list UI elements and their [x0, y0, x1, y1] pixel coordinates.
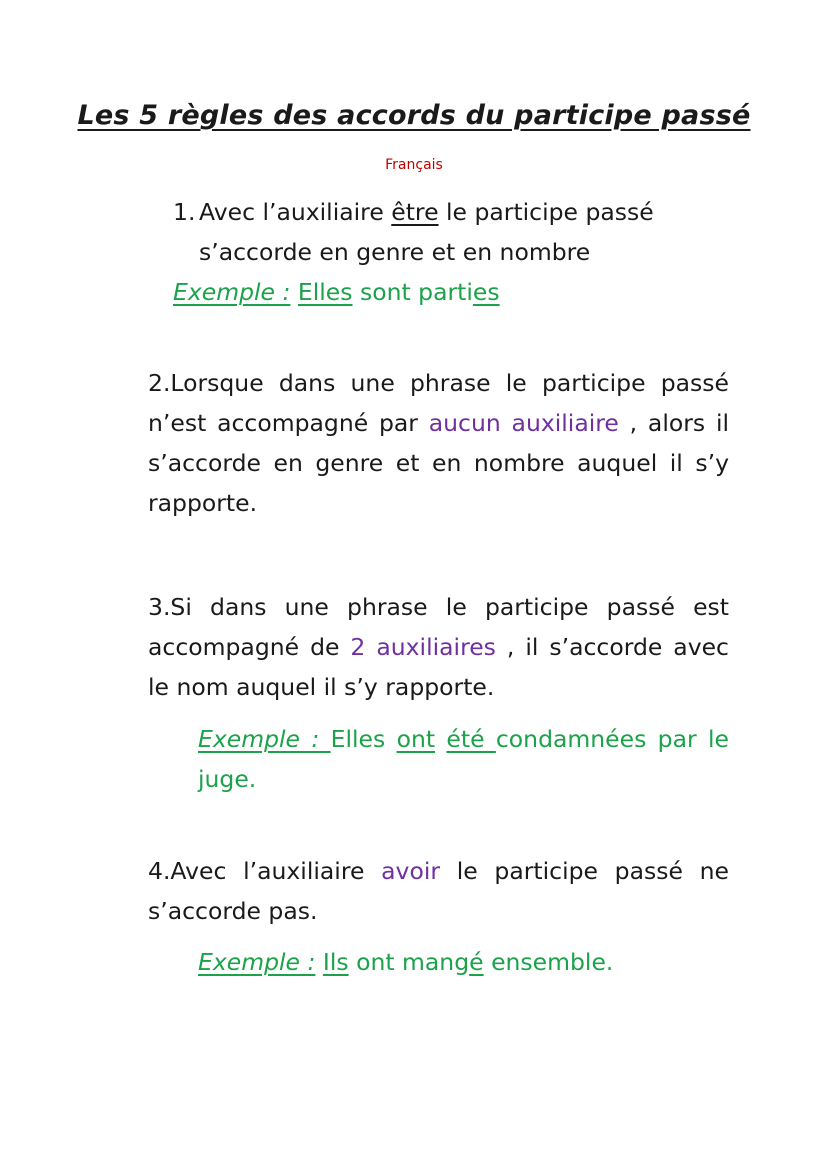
rule-3-text-a: 3.Si dans une phrase le participe passé est accompagné de [148, 593, 729, 661]
example-4-label: Exemple : [198, 948, 316, 976]
rule-1-line-1 [173, 192, 729, 232]
rule-1-line-2: s’accorde en genre et en nombre [199, 238, 591, 266]
example-3-space [435, 725, 446, 753]
rule-4-text-a: 4.Avec l’auxiliaire [148, 857, 382, 885]
rule-1-text-a: Avec l’auxiliaire [199, 198, 392, 226]
example-3-aux-1: ont [396, 725, 436, 753]
rule-1-number: 1. [173, 198, 196, 226]
page-title: Les 5 règles des accords du participe passé [77, 100, 751, 131]
example-4-subject: Ils [322, 948, 349, 976]
example-4-rest: ensemble. [483, 948, 614, 976]
example-4-ending: é [469, 948, 484, 976]
rule-1 [173, 192, 729, 272]
subject-label: Français [385, 157, 443, 173]
rule-2-highlight: aucun auxiliaire [428, 409, 619, 437]
example-3 [198, 719, 729, 799]
rule-3-text-b: , il s’accorde avec le nom auquel il s’y rapporte. [148, 633, 729, 701]
example-3-subject: Elles [330, 725, 397, 753]
rule-4 [148, 851, 729, 931]
rule-4-text-b: le participe passé ne s’accorde pas. [148, 857, 729, 925]
example-1-ending: es [472, 278, 500, 306]
example-1-label: Exemple : [173, 278, 291, 306]
rule-2-text-a: 2.Lorsque dans une phrase le participe passé n’est accompagné par [148, 369, 729, 437]
example-4-space [315, 948, 322, 976]
example-3-rest: condamnées par le juge. [198, 725, 729, 793]
rule-1-text-b: le participe passé [438, 198, 654, 226]
rule-1-keyword: être [391, 198, 439, 226]
example-1-verb: sont parti [352, 278, 473, 306]
rule-4-highlight: avoir [381, 857, 441, 885]
rule-2-text-b: , alors il s’accorde en genre et en nombre auquel il s’y rapporte. [148, 409, 729, 517]
example-3-label: Exemple : [198, 725, 331, 753]
rule-2 [148, 363, 729, 523]
example-1-space [290, 278, 297, 306]
example-4 [198, 942, 729, 982]
example-1-subject: Elles [297, 278, 353, 306]
example-4-verb: ont mang [348, 948, 470, 976]
rule-3-highlight: 2 auxiliaires [350, 633, 496, 661]
rule-3 [148, 587, 729, 707]
example-1 [173, 272, 729, 312]
example-3-aux-2: été [446, 725, 496, 753]
